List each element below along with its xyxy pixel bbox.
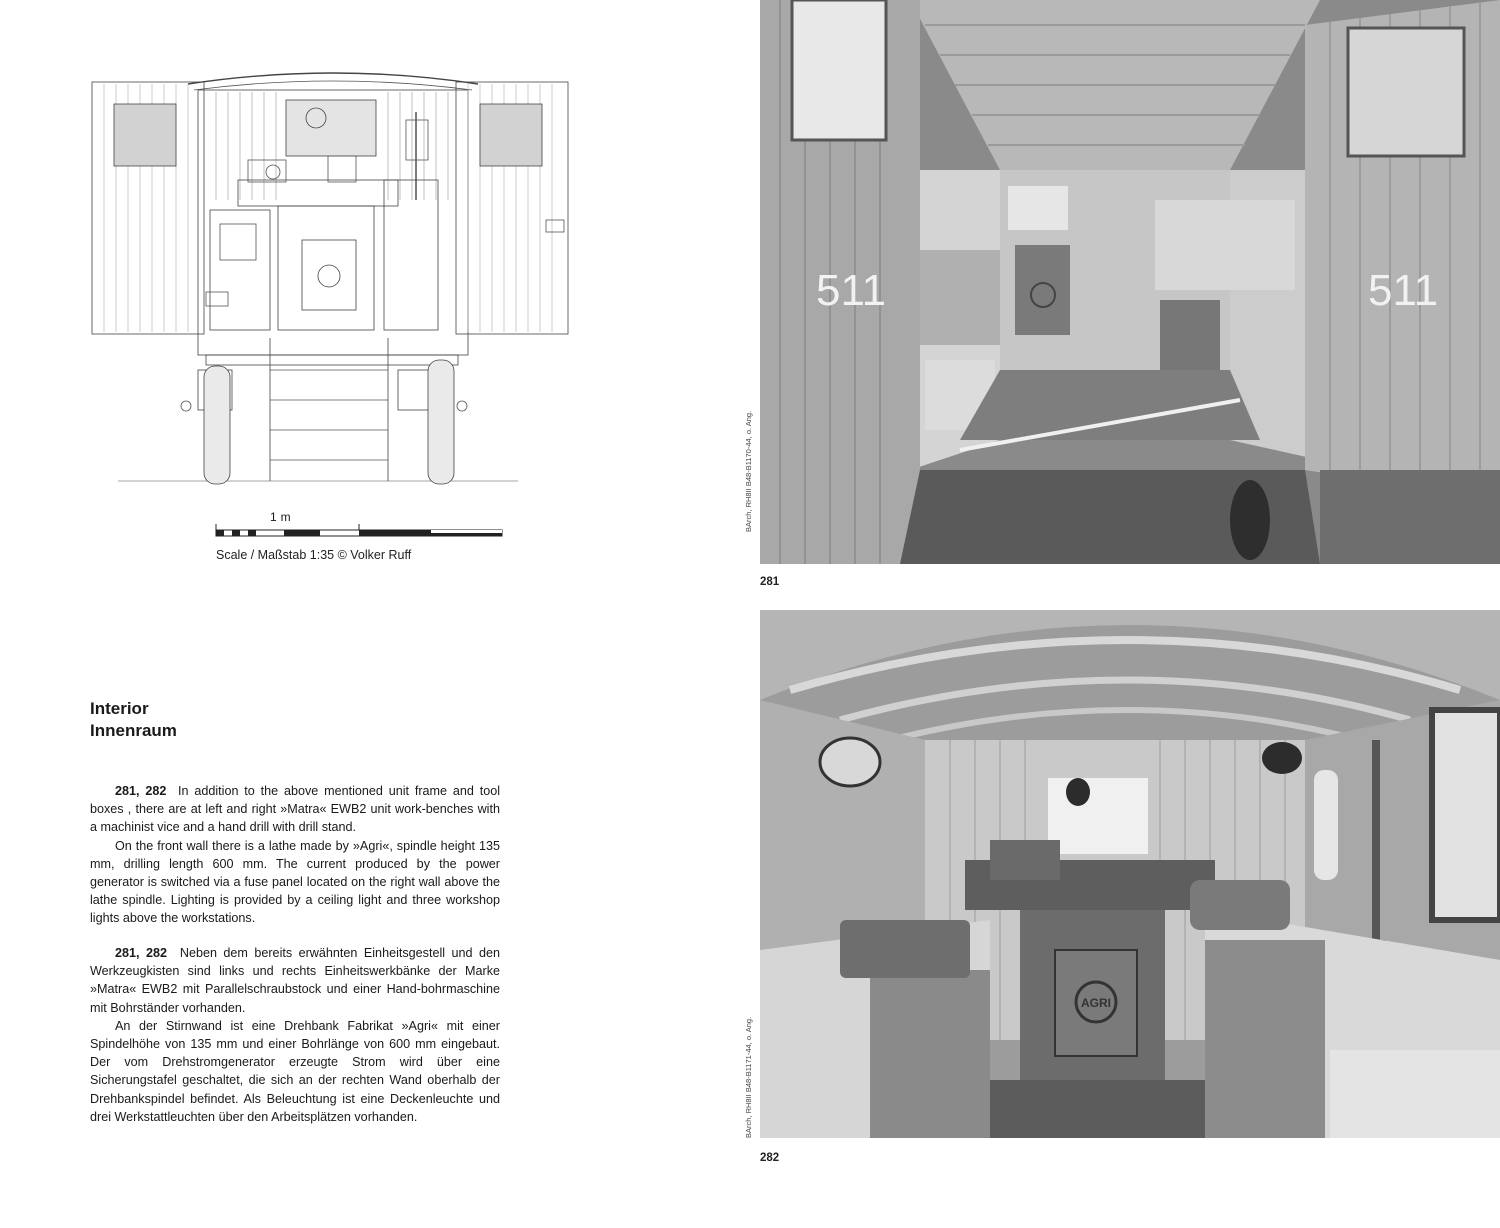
photo-workshop-interior (760, 610, 1500, 1138)
workshop-trailer-rear-view-drawing (88, 70, 578, 490)
paragraph: Neben dem bereits erwähnten Einheitsgestell und den Werkzeugkisten sind links und rechts Einheitswerkbänke der Marke »Matra« EWB2 mit Parallelschraubstock und einer Hand-bohrmaschine mit Bohrständer vorhanden. (90, 946, 500, 1015)
body-text-de (90, 944, 500, 1126)
photo-trailer-interior-from-rear (760, 0, 1500, 564)
figure-reference: 281, 282 (115, 946, 167, 960)
photo-number: 282 (760, 1152, 780, 1164)
photo-number: 281 (760, 576, 780, 588)
section-title-en: Interior (90, 699, 149, 718)
door-number-right: 511 (1368, 266, 1439, 315)
lathe-badge: AGRI (1081, 996, 1111, 1010)
paragraph: An der Stirnwand ist eine Drehbank Fabrikat »Agri« mit einer Spindelhöhe von 135 mm und einer Bohrlänge von 600 mm eingebaut. Der vom Drehstromgenerator erzeugte Strom wird über eine Sicherungstafel geschaltet, die sich an der rechten Wand oberhalb der Drehbankspindel befindet. Als Beleuchtung ist eine Deckenleuchte und drei Werkstattleuchten über den Arbeitsplätzen vorhanden. (90, 1018, 500, 1124)
drawing-caption: Scale / Maßstab 1:35 © Volker Ruff (216, 548, 412, 562)
body-text-en (90, 782, 500, 928)
paragraph: In addition to the above mentioned unit frame and tool boxes , there are at left and right »Matra« EWB2 unit work-benches with a machinist vice and a hand drill with drill stand. (90, 784, 501, 835)
photo-credit: BArch, RH8II B48-B1170-44, o. Ang. (744, 410, 753, 532)
photo-credit: BArch, RH8II B48-B1171-44, o. Ang. (744, 1016, 753, 1138)
paragraph: On the front wall there is a lathe made by »Agri«, spindle height 135 mm, drilling length 600 mm. The current produced by the power generator is switched via a fuse panel located on the right wall above the lathe spindle. Lighting is provided by a ceiling light and three workshop lights above the workstations. (90, 838, 500, 926)
door-number-left: 511 (816, 266, 887, 315)
scale-bar (214, 508, 514, 548)
scale-unit-label: 1 m (270, 510, 291, 524)
section-title-de: Innenraum (90, 721, 177, 740)
figure-reference: 281, 282 (115, 784, 167, 798)
